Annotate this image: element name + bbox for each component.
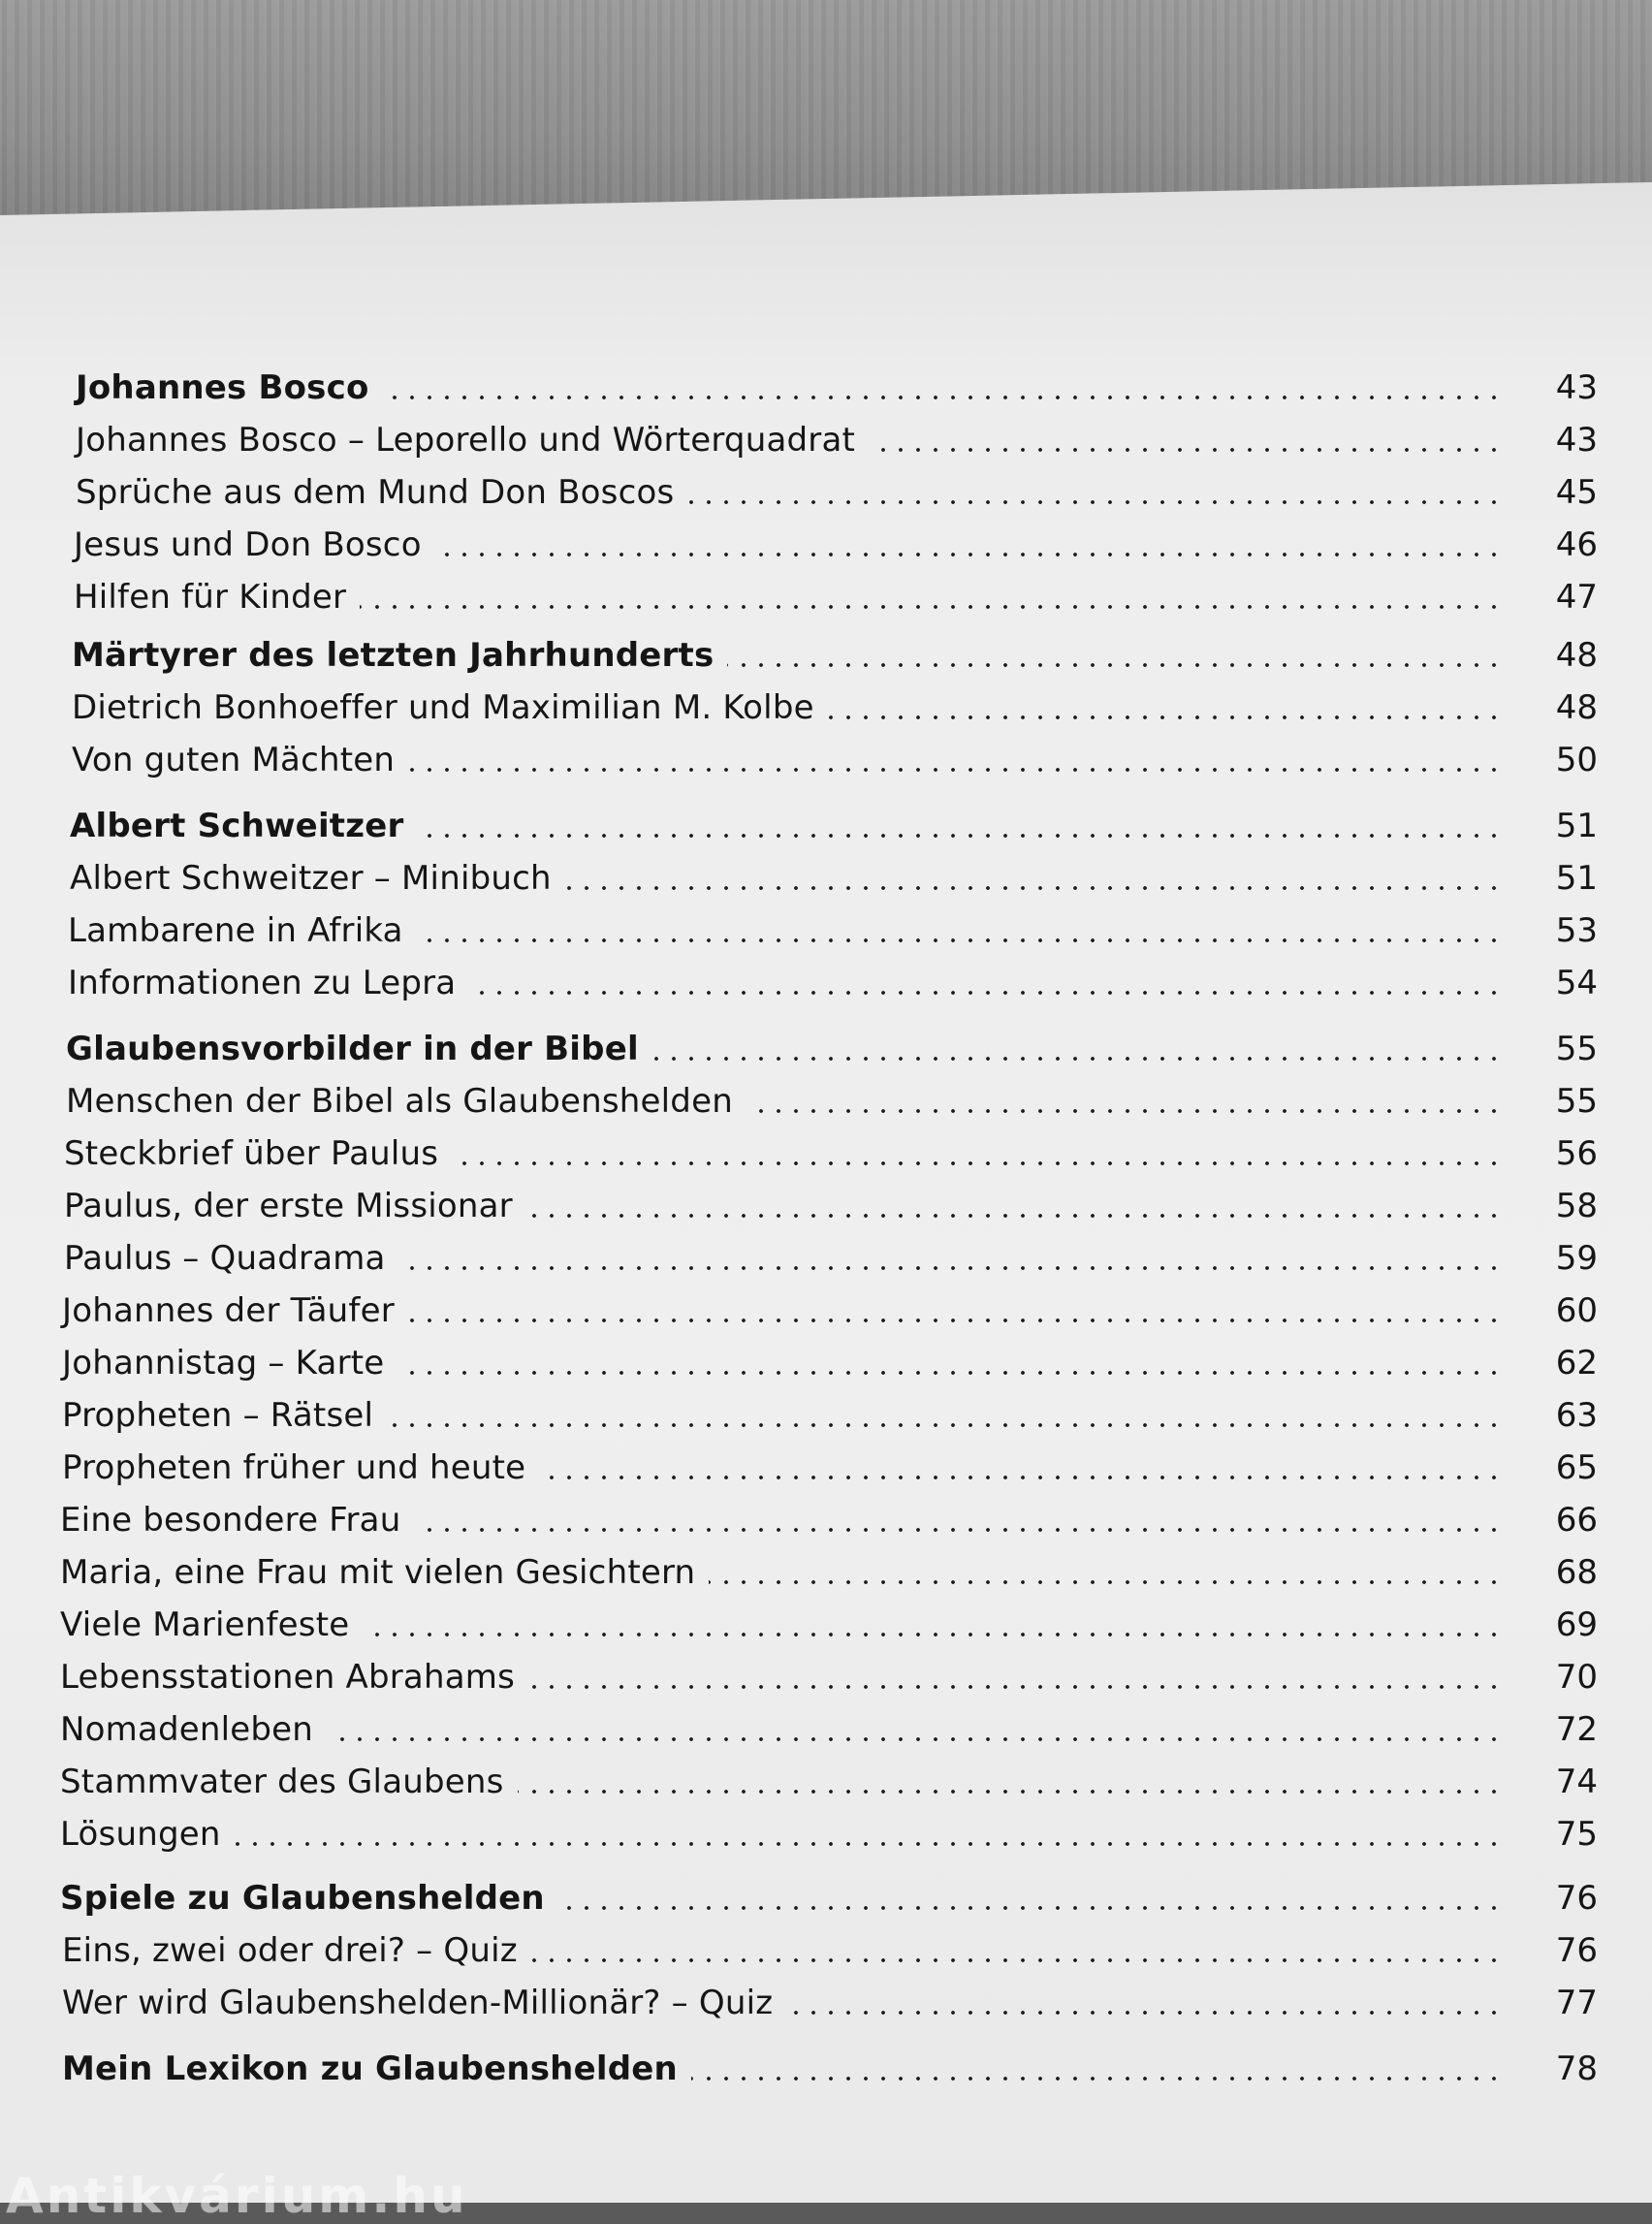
dot-leader — [565, 886, 1503, 890]
toc-entry — [0, 1497, 1652, 1543]
toc-section-heading — [0, 803, 1652, 849]
toc-page-number: 78 — [1555, 2049, 1598, 2088]
toc-page-number: 51 — [1555, 807, 1598, 845]
toc-entry — [0, 469, 1652, 516]
dot-leader — [869, 448, 1503, 452]
toc-page-number: 48 — [1555, 688, 1598, 727]
toc-page-number: 65 — [1555, 1448, 1598, 1487]
toc-entry — [0, 1706, 1652, 1753]
toc-entry-title: Lambarene in Afrika — [68, 911, 403, 950]
toc-entry-title: Albert Schweitzer – Minibuch — [70, 859, 552, 898]
toc-page-number: 76 — [1555, 1879, 1598, 1918]
toc-entry-title: Dietrich Bonhoeffer und Maximilian M. Kolbe — [72, 688, 814, 727]
toc-page-number: 63 — [1555, 1396, 1598, 1435]
toc-entry-title: Wer wird Glaubenshelden-Millionär? – Quiz — [62, 1984, 774, 2022]
dot-leader — [518, 1790, 1503, 1794]
toc-entry-title: Stammvater des Glaubens — [60, 1763, 504, 1801]
dot-leader — [531, 1958, 1503, 1962]
toc-entry-title: Lösungen — [60, 1815, 221, 1854]
toc-entry — [0, 1445, 1652, 1491]
toc-page-number: 43 — [1555, 421, 1598, 460]
dot-leader — [408, 1319, 1503, 1322]
toc-entry — [0, 1340, 1652, 1386]
toc-entry — [0, 1235, 1652, 1282]
toc-page-number: 76 — [1555, 1931, 1598, 1970]
toc-entry — [0, 417, 1652, 463]
dot-leader — [687, 500, 1503, 504]
toc-page-number: 55 — [1555, 1082, 1598, 1121]
toc-entry — [0, 1980, 1652, 2026]
toc-entry-title: Paulus – Quadrama — [64, 1239, 386, 1278]
toc-page-number: 77 — [1555, 1984, 1598, 2022]
toc-entry-title: Glaubensvorbilder in der Bibel — [66, 1030, 639, 1068]
toc-entry-title: Lebensstationen Abrahams — [60, 1658, 515, 1697]
toc-entry-title: Johannes der Täufer — [62, 1291, 395, 1330]
toc-page-number: 69 — [1555, 1605, 1598, 1644]
toc-page-number: 45 — [1555, 473, 1598, 512]
toc-page-number: 56 — [1555, 1134, 1598, 1173]
toc-entry — [0, 1759, 1652, 1805]
dot-leader — [691, 2077, 1503, 2081]
toc-entry — [0, 737, 1652, 783]
watermark: Antikvárium.hu — [6, 2168, 468, 2224]
dot-leader — [452, 1161, 1503, 1165]
toc-entry-title: Steckbrief über Paulus — [64, 1134, 439, 1173]
toc-section-heading — [0, 365, 1652, 411]
dot-leader — [709, 1580, 1503, 1584]
dot-leader — [408, 768, 1503, 772]
toc-page-number: 47 — [1555, 578, 1598, 617]
toc-entry-title: Johannes Bosco – Leporello und Wörterquadrat — [76, 421, 856, 460]
toc-entry-title: Märtyrer des letzten Jahrhunderts — [72, 636, 715, 675]
toc-entry-title: Jesus und Don Bosco — [74, 525, 422, 564]
toc-page-number: 46 — [1555, 525, 1598, 564]
dot-leader — [235, 1842, 1503, 1846]
toc-entry-title: Informationen zu Lepra — [68, 964, 457, 1002]
dot-leader — [417, 938, 1503, 942]
dot-leader — [327, 1737, 1503, 1741]
toc-entry-title: Menschen der Bibel als Glaubenshelden — [66, 1082, 733, 1121]
toc-page-number: 70 — [1555, 1658, 1598, 1697]
dot-leader — [828, 715, 1503, 719]
dot-leader — [417, 834, 1503, 838]
toc-entry — [0, 1183, 1652, 1229]
toc-entry-title: Eine besondere Frau — [60, 1501, 401, 1540]
dot-leader — [397, 1371, 1503, 1375]
toc-page-number: 74 — [1555, 1763, 1598, 1801]
toc-entry-title: Mein Lexikon zu Glaubenshelden — [62, 2049, 678, 2088]
dot-leader — [363, 1633, 1503, 1636]
toc-section-heading — [0, 1026, 1652, 1072]
toc-entry-title: Maria, eine Frau mit vielen Gesichtern — [60, 1553, 696, 1592]
toc-entry — [0, 522, 1652, 568]
toc-page-number: 59 — [1555, 1239, 1598, 1278]
dot-leader — [526, 1214, 1503, 1218]
toc-entry — [0, 684, 1652, 731]
toc-page-number: 68 — [1555, 1553, 1598, 1592]
dot-leader — [435, 553, 1503, 556]
toc-section-heading — [0, 2046, 1652, 2092]
toc-page-number: 43 — [1555, 368, 1598, 407]
toc-page-number: 60 — [1555, 1291, 1598, 1330]
toc-entry-title: Paulus, der erste Missionar — [64, 1187, 513, 1225]
toc-page-number: 55 — [1555, 1030, 1598, 1068]
toc-entry — [0, 574, 1652, 620]
toc-entry — [0, 1392, 1652, 1439]
dot-leader — [387, 1423, 1503, 1427]
toc-entry — [0, 960, 1652, 1006]
toc-page-number: 62 — [1555, 1344, 1598, 1382]
toc-entry — [0, 1811, 1652, 1858]
toc-entry-title: Johannes Bosco — [76, 368, 369, 407]
toc-page-number: 51 — [1555, 859, 1598, 898]
dot-leader — [652, 1057, 1503, 1061]
toc-entry — [0, 855, 1652, 902]
toc-entry-title: Sprüche aus dem Mund Don Boscos — [76, 473, 675, 512]
dot-leader — [558, 1906, 1503, 1910]
dot-leader — [360, 605, 1503, 609]
toc-page-number: 53 — [1555, 911, 1598, 950]
toc-page-number: 58 — [1555, 1187, 1598, 1225]
toc-page-number: 48 — [1555, 636, 1598, 675]
toc-entry-title: Nomadenleben — [60, 1710, 314, 1749]
toc-entry-title: Hilfen für Kinder — [74, 578, 347, 617]
toc-entry — [0, 907, 1652, 954]
toc-entry-title: Eins, zwei oder drei? – Quiz — [62, 1931, 518, 1970]
dot-leader — [727, 663, 1503, 667]
toc-entry — [0, 1602, 1652, 1648]
toc-entry-title: Von guten Mächten — [72, 741, 396, 779]
toc-section-heading — [0, 632, 1652, 679]
dot-leader — [747, 1109, 1503, 1113]
dot-leader — [528, 1685, 1503, 1689]
toc-page-number: 66 — [1555, 1501, 1598, 1540]
toc-entry-title: Viele Marienfeste — [60, 1605, 350, 1644]
toc-page-number: 50 — [1555, 741, 1598, 779]
toc-entry — [0, 1654, 1652, 1700]
toc-entry-title: Propheten früher und heute — [62, 1448, 526, 1487]
toc-entry — [0, 1549, 1652, 1596]
dot-leader — [786, 2011, 1503, 2015]
dot-leader — [399, 1266, 1503, 1270]
toc-entry-title: Spiele zu Glaubenshelden — [60, 1879, 545, 1918]
dot-leader — [383, 396, 1503, 399]
toc-entry-title: Propheten – Rätsel — [62, 1396, 374, 1435]
toc-page-number: 72 — [1555, 1710, 1598, 1749]
toc-entry — [0, 1130, 1652, 1177]
dot-leader — [414, 1528, 1503, 1532]
toc-section-heading — [0, 1875, 1652, 1922]
toc-entry-title: Albert Schweitzer — [70, 807, 404, 845]
toc-page-number: 75 — [1555, 1815, 1598, 1854]
dot-leader — [539, 1476, 1503, 1479]
toc-entry — [0, 1078, 1652, 1125]
dot-leader — [469, 991, 1503, 995]
toc-entry — [0, 1927, 1652, 1974]
toc-page-number: 54 — [1555, 964, 1598, 1002]
toc-entry-title: Johannistag – Karte — [62, 1344, 385, 1382]
toc-entry — [0, 1287, 1652, 1334]
